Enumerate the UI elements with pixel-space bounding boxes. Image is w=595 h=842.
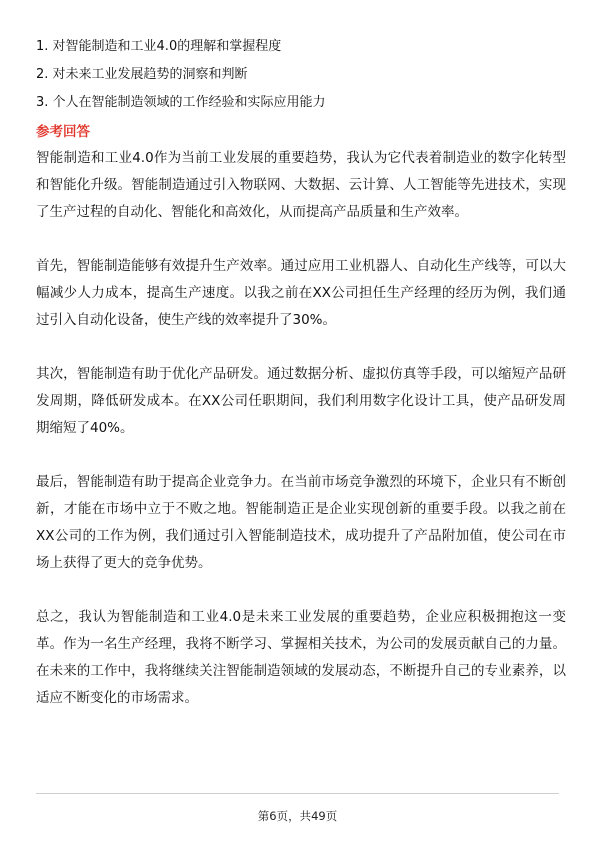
answer-paragraph: 最后，智能制造有助于提高企业竞争力。在当前市场竞争激烈的环境下，企业只有不断创新，才能在市场中立于不败之地。智能制造正是企业实现创新的重要手段。以我之前在XX公司的工作为例，我们通过引入智能制造技术，成功提升了产品附加值，使公司在市场上获得了更大的竞争优势。 (36, 474, 566, 571)
answer-paragraph: 首先，智能制造能够有效提升生产效率。通过应用工业机器人、自动化生产线等，可以大幅减少人力成本，提高生产速度。以我之前在XX公司担任生产经理的经历为例，我们通过引入自动化设备，使生产线的效率提升了30%。 (36, 258, 566, 328)
document-body (36, 33, 566, 739)
answer-heading: 参考回答 (36, 124, 90, 140)
answer-paragraph: 智能制造和工业4.0作为当前工业发展的重要趋势，我认为它代表着制造业的数字化转型和智能化升级。智能制造通过引入物联网、大数据、云计算、人工智能等先进技术，实现了生产过程的自动化、智能化和高效化，从而提高产品质量和生产效率。 (36, 150, 566, 220)
page-number: 第6页，共49页 (257, 809, 338, 823)
criteria-item: 2. 对未来工业发展趋势的洞察和判断 (36, 67, 248, 82)
answer-paragraph: 总之，我认为智能制造和工业4.0是未来工业发展的重要趋势，企业应积极拥抱这一变革。作为一名生产经理，我将不断学习、掌握相关技术，为公司的发展贡献自己的力量。在未来的工作中，我将继续关注智能制造领域的发展动态，不断提升自己的专业素养，以适应不断变化的市场需求。 (36, 609, 566, 706)
criteria-item: 1. 对智能制造和工业4.0的理解和掌握程度 (36, 39, 282, 54)
footer-divider (36, 793, 559, 794)
evaluation-criteria-list (36, 33, 566, 117)
answer-paragraph: 其次，智能制造有助于优化产品研发。通过数据分析、虚拟仿真等手段，可以缩短产品研发周期，降低研发成本。在XX公司任职期间，我们利用数字化设计工具，使产品研发周期缩短了40%。 (36, 366, 566, 436)
criteria-item: 3. 个人在智能制造领域的工作经验和实际应用能力 (36, 95, 326, 110)
